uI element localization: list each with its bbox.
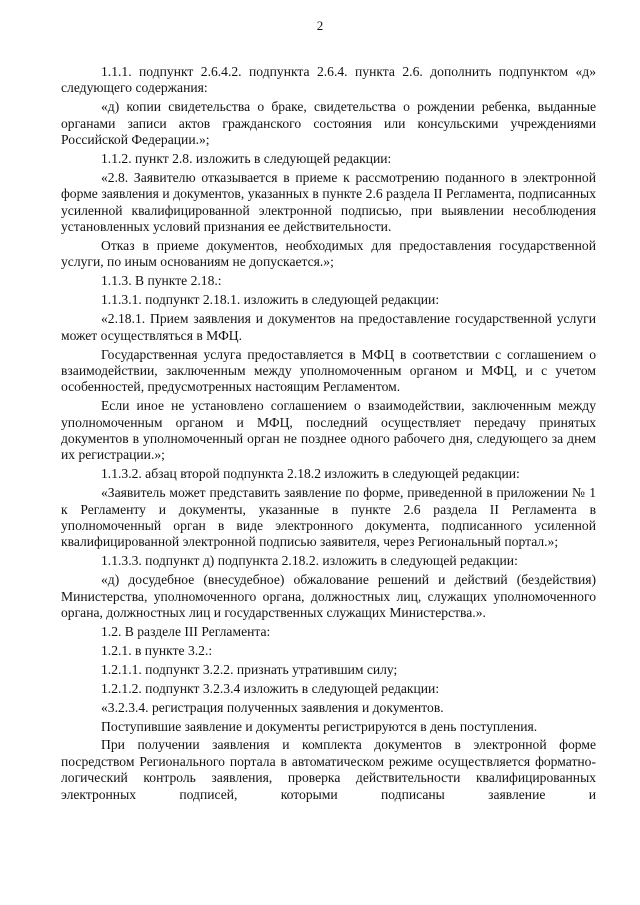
paragraph-1-1-1: 1.1.1. подпункт 2.6.4.2. подпункта 2.6.4. пункта 2.6. дополнить подпунктом «д» следующего содержания:: [61, 64, 596, 96]
paragraph-1-1-3: 1.1.3. В пункте 2.18.:: [101, 273, 222, 289]
paragraph-1-1-2: 1.1.2. пункт 2.8. изложить в следующей редакции:: [101, 151, 392, 167]
paragraph-item-d-copies: «д) копии свидетельства о браке, свидетельства о рождении ребенка, выданные органами записи актов гражданского состояния или консульскими учреждениями Российской Федерации.»;: [61, 99, 596, 148]
paragraph-applicant-submission: «Заявитель может представить заявление по форме, приведенной в приложении № 1 к Регламенту и документы, указанные в пункте 2.6 раздела II Регламента в уполномоченный орган в виде электронного документа, подписанного усиленной квалифицированной электронной подписью заявителя, через Региональный портал.»;: [61, 485, 596, 550]
paragraph-2-18-1: «2.18.1. Прием заявления и документов на предоставление государственной услуги может осуществляться в МФЦ.: [61, 311, 596, 343]
paragraph-1-1-3-1: 1.1.3.1. подпункт 2.18.1. изложить в следующей редакции:: [101, 292, 440, 308]
paragraph-1-2: 1.2. В разделе III Регламента:: [101, 624, 271, 639]
paragraph-registration: Поступившие заявление и документы регистрируются в день поступления.: [101, 718, 538, 734]
document-body: [61, 64, 596, 803]
paragraph-3-2-3-4: «3.2.3.4. регистрация полученных заявления и документов.: [101, 699, 444, 715]
paragraph-electronic-control: При получении заявления и комплекта документов в электронной форме посредством Регионального портала в автоматическом режиме осуществляется форматно-логический контроль заявления, проверка действительности квалифицированных электронных подписей, которыми подписаны заявление и: [61, 737, 596, 802]
paragraph-2-8: «2.8. Заявителю отказывается в приеме к рассмотрению поданного в электронной форме заявления и документов, указанных в пункте 2.6 раздела II Регламента, подписанных усиленной квалифицированной электронной подписью, при выявлении несоблюдения установленных условий признания ее действительности.: [61, 169, 596, 235]
paragraph-1-1-3-2: 1.1.3.2. абзац второй подпункта 2.18.2 изложить в следующей редакции:: [101, 466, 520, 482]
paragraph-mfc-service: Государственная услуга предоставляется в МФЦ в соответствии с соглашением о взаимодействии, заключенным между уполномоченным органом и МФЦ, и с учетом особенностей, предусмотренных настоящим Регламентом.: [61, 346, 596, 395]
paragraph-1-2-1: 1.2.1. в пункте 3.2.:: [101, 642, 213, 658]
paragraph-item-d-appeal: «д) досудебное (внесудебное) обжалование решений и действий (бездействия) Министерства, уполномоченного органа, должностных лиц, служащих уполномоченного органа, должностных лиц и государственных служащих Министерства.».: [61, 572, 596, 621]
paragraph-refusal: Отказ в приеме документов, необходимых для предоставления государственной услуги, по иным основаниям не допускается.»;: [61, 238, 596, 270]
paragraph-1-2-1-1: 1.2.1.1. подпункт 3.2.2. признать утратившим силу;: [101, 661, 398, 677]
paragraph-1-1-3-3: 1.1.3.3. подпункт д) подпункта 2.18.2. изложить в следующей редакции:: [101, 553, 518, 569]
page-number: 2: [316, 18, 324, 33]
paragraph-1-2-1-2: 1.2.1.2. подпункт 3.2.3.4 изложить в следующей редакции:: [101, 680, 440, 696]
paragraph-mfc-transfer: Если иное не установлено соглашением о взаимодействии, заключенным между уполномоченным органом и МФЦ, последний осуществляет передачу принятых документов в уполномоченный орган не позднее одного рабочего дня, следующего за днем их регистрации.»;: [61, 398, 596, 463]
